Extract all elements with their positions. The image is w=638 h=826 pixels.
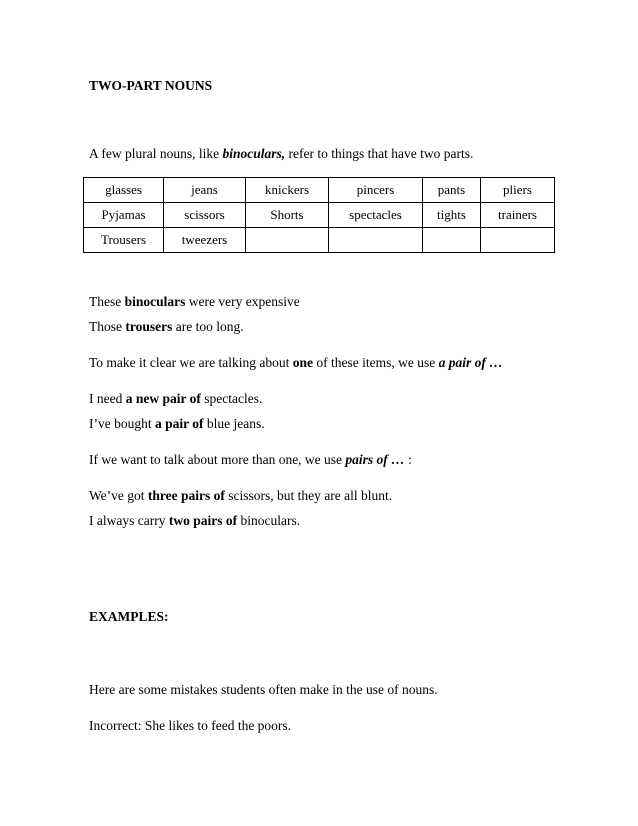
sentence-text: Those <box>89 319 126 334</box>
sentence-text: are too long. <box>172 319 244 334</box>
sentence-text: of these items, we use <box>312 355 439 370</box>
table-cell: scissors <box>164 203 246 228</box>
table-cell <box>423 228 481 253</box>
sentence-text: These <box>89 294 125 309</box>
table-row <box>84 228 555 253</box>
sentence-text: binoculars. <box>237 513 301 528</box>
intro-text-after: refer to things that have two parts. <box>285 146 474 161</box>
sentence-emphasis: one <box>292 355 313 370</box>
sentence-text: To make it clear we are talking about <box>89 355 293 370</box>
table-row <box>84 203 555 228</box>
sentence-emphasis: binoculars <box>124 294 186 309</box>
table-cell: glasses <box>84 178 164 203</box>
intro-paragraph <box>89 146 473 162</box>
sentence-spectacles <box>89 391 262 407</box>
sentence-text: blue jeans. <box>203 416 265 431</box>
table-cell: Trousers <box>84 228 164 253</box>
incorrect-example: Incorrect: She likes to feed the poors. <box>89 718 292 733</box>
sentence-scissors <box>89 488 392 504</box>
table-cell: pincers <box>329 178 423 203</box>
intro-text-before: A few plural nouns, like <box>89 146 223 161</box>
sentence-text: were very expensive <box>185 294 300 309</box>
sentence-text: I always carry <box>89 513 169 528</box>
table-row <box>84 178 555 203</box>
table-cell: trainers <box>481 203 555 228</box>
table-cell: tights <box>423 203 481 228</box>
sentence-text: : <box>404 452 412 467</box>
sentence-emphasis: a new pair of <box>125 391 201 406</box>
sentence-text: I need <box>89 391 126 406</box>
table-cell <box>246 228 329 253</box>
table-cell: Shorts <box>246 203 329 228</box>
table-cell: spectacles <box>329 203 423 228</box>
sentence-binoculars-pairs <box>89 513 300 529</box>
table-cell: tweezers <box>164 228 246 253</box>
table-cell: Pyjamas <box>84 203 164 228</box>
sentence-text: We’ve got <box>89 488 148 503</box>
sentence-a-pair-of-rule <box>89 355 503 371</box>
sentence-text: I’ve bought <box>89 416 155 431</box>
table-cell: knickers <box>246 178 329 203</box>
table-cell: jeans <box>164 178 246 203</box>
sentence-emphasis: three pairs of <box>147 488 225 503</box>
examples-intro: Here are some mistakes students often make in the use of nouns. <box>89 682 438 697</box>
sentence-emphasis: two pairs of <box>168 513 238 528</box>
sentence-text: If we want to talk about more than one, we use <box>89 452 346 467</box>
sentence-trousers <box>89 319 244 335</box>
sentence-emphasis: pairs of … <box>345 452 405 467</box>
sentence-emphasis: a pair of <box>154 416 204 431</box>
two-part-nouns-table <box>83 177 555 253</box>
table-cell: pants <box>423 178 481 203</box>
table-cell: pliers <box>481 178 555 203</box>
page-title: TWO-PART NOUNS <box>89 78 213 93</box>
sentence-text: scissors, but they are all blunt. <box>224 488 393 503</box>
sentence-pairs-of-rule <box>89 452 412 468</box>
table-cell <box>329 228 423 253</box>
intro-emphasis: binoculars, <box>222 146 286 161</box>
sentence-jeans <box>89 416 265 432</box>
sentence-binoculars <box>89 294 300 310</box>
sentence-emphasis: a pair of … <box>438 355 503 370</box>
examples-heading: EXAMPLES: <box>89 609 169 624</box>
sentence-text: spectacles. <box>200 391 263 406</box>
table-cell <box>481 228 555 253</box>
sentence-emphasis: trousers <box>125 319 173 334</box>
